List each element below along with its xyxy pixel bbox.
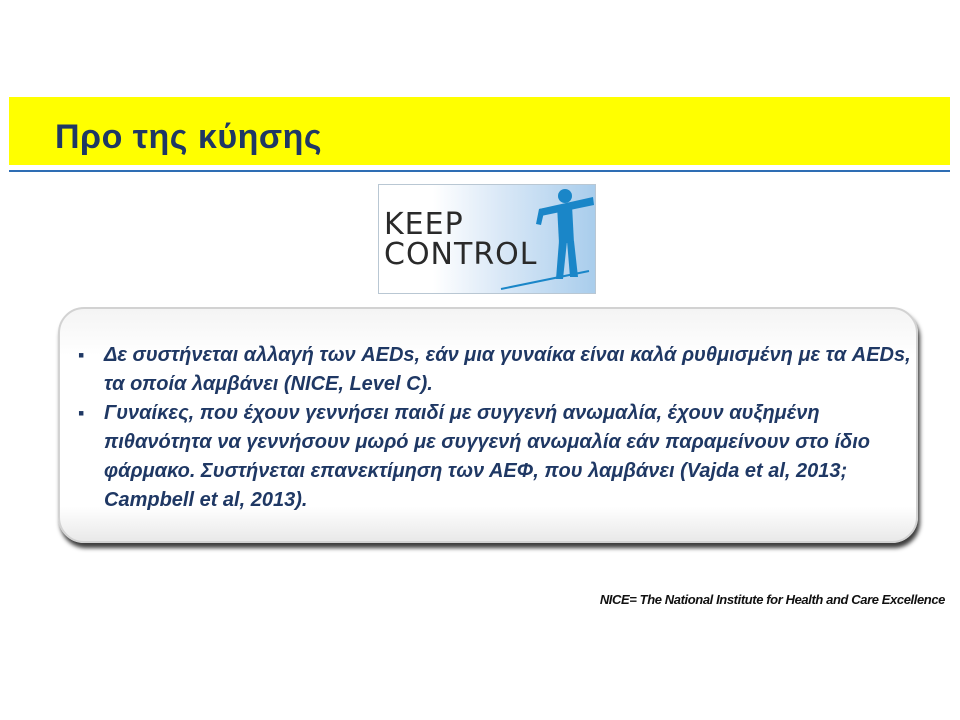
bullet-text: Γυναίκες, που έχουν γεννήσει παιδί με συγγενή ανωμαλία, έχουν αυξημένη πιθανότητα να γεννήσουν μωρό με συγγενή ανωμαλία εάν παραμείνουν στο ίδιο φάρμακο. Συστήνεται επανεκτίμηση των ΑΕΦ, που λαμβάνει (Vajda et al, 2013; Campbell et al, 2013).	[104, 402, 870, 511]
logo-text-control: CONTROL	[384, 237, 538, 272]
logo-text-keep: KEEP	[384, 207, 464, 242]
bullet-text: Δε συστήνεται αλλαγή των AEDs, εάν μια γυναίκα είναι καλά ρυθμισμένη με τα AEDs, τα οποία λαμβάνει (NICE, Level C).	[104, 344, 911, 395]
slide-title: Προ της κύησης	[55, 118, 323, 156]
bullet-item	[72, 399, 912, 515]
bullet-item	[72, 341, 912, 399]
bullet-marker: ▪	[78, 345, 85, 365]
footnote: NICE= The National Institute for Health and Care Excellence	[599, 592, 945, 607]
title-divider	[9, 170, 950, 172]
keep-control-logo	[378, 184, 596, 294]
bullet-list	[72, 341, 912, 515]
bullet-marker: ▪	[78, 403, 85, 423]
